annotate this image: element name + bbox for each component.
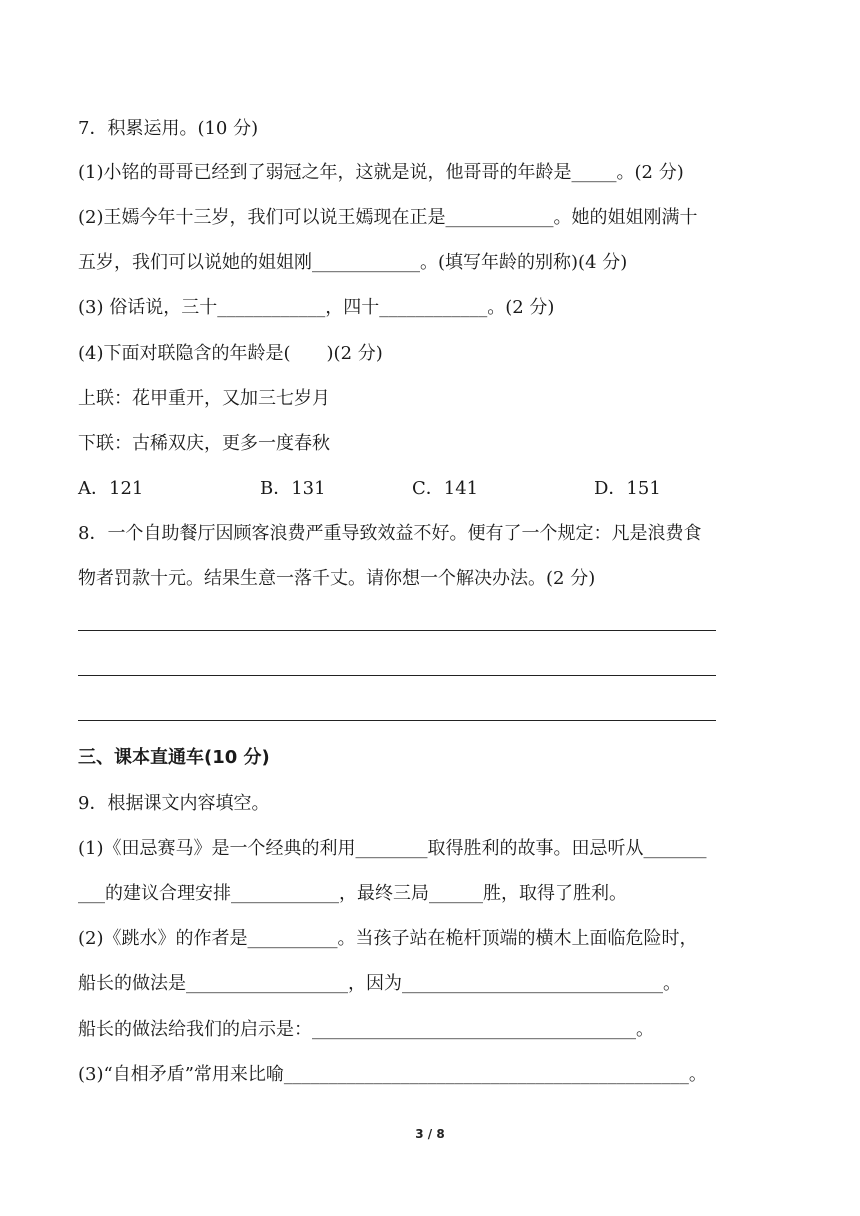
q8-line-1: 8．一个自助餐厅因顾客浪费严重导致效益不好。便有了一个规定：凡是浪费食 [78, 523, 702, 544]
answer-line [78, 630, 716, 631]
q9-part-2-line-2: 船长的做法是__________________，因为_____________________________。 [78, 973, 681, 994]
q9-part-2-line-3: 船长的做法给我们的启示是：____________________________________。 [78, 1019, 654, 1040]
option-a: A．121 [78, 478, 144, 499]
answer-line [78, 675, 716, 676]
option-d: D．151 [594, 478, 661, 499]
couplet-upper: 上联：花甲重开，又加三七岁月 [78, 388, 330, 409]
q7-part-2-line-1: (2)王嫣今年十三岁，我们可以说王嫣现在正是____________。她的姐姐刚满十 [78, 207, 698, 228]
answer-line [78, 720, 716, 721]
q7-heading: 7．积累运用。(10 分) [78, 118, 259, 139]
q9-heading: 9．根据课文内容填空。 [78, 793, 270, 814]
q7-part-4: (4)下面对联隐含的年龄是( )(2 分) [78, 343, 383, 364]
option-c: C．141 [412, 478, 479, 499]
page-number: 3 / 8 [415, 1127, 445, 1141]
q9-part-1-line-2: ___的建议合理安排____________，最终三局______胜，取得了胜利。 [78, 883, 627, 904]
q7-part-2-line-2: 五岁，我们可以说她的姐姐刚____________。(填写年龄的别称)(4 分) [78, 252, 628, 273]
couplet-lower: 下联：古稀双庆，更多一度春秋 [78, 433, 330, 454]
q9-part-2-line-1: (2)《跳水》的作者是__________。当孩子站在桅杆顶端的横木上面临危险时， [78, 928, 698, 949]
section-3-title: 三、课本直通车(10 分) [78, 747, 270, 768]
q7-part-1: (1)小铭的哥哥已经到了弱冠之年，这就是说，他哥哥的年龄是_____。(2 分) [78, 162, 684, 183]
q7-part-3: (3) 俗话说，三十____________，四十____________。(2 分) [78, 297, 555, 318]
option-b: B．131 [260, 478, 326, 499]
q9-part-1-line-1: (1)《田忌赛马》是一个经典的利用________取得胜利的故事。田忌听从_______ [78, 838, 707, 859]
q8-line-2: 物者罚款十元。结果生意一落千丈。请你想一个解决办法。(2 分) [78, 568, 596, 589]
q9-part-3: (3)“自相矛盾”常用来比喻_____________________________________________。 [78, 1064, 707, 1085]
